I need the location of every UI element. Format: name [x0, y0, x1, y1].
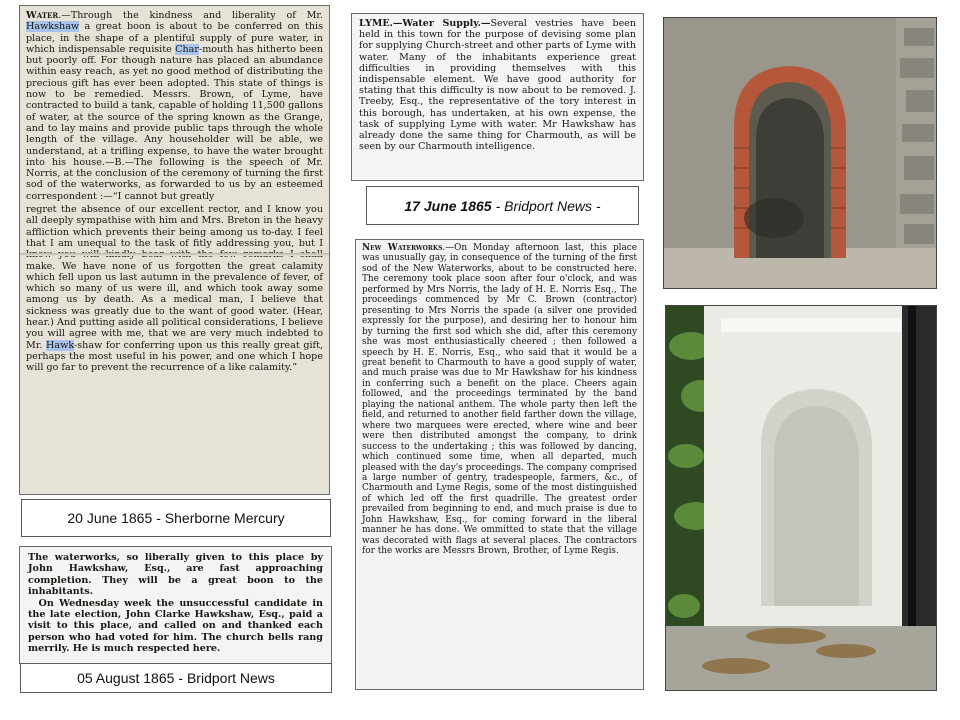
clipping-lyme-water-supply	[351, 13, 644, 181]
photo-brick-arch-recess	[663, 17, 937, 289]
clipping-new-waterworks-text: New Waterworks.—On Monday afternoon last, this place was unusually gay, in consequence of the turning of the first sod of the New Waterworks, about to be constructed here. The ceremony took place soon after four o'clock, and was performed by Mrs Norris, the lady of H. E. Norris Esq., The proceedings commenced by Mr C. Brown (contractor) presenting to Mrs Norris the spade (a silver one provided expressly for the purpose), and desiring her to honour him by turning the first sod which she did, after this ceremony she was most enthusiastically cheered ; then followed a speech by H. E. Norris, Esq., who said that it would be a great benefit to Charmouth to have a good supply of water, and much praise was due to Mr Hawkshaw for his kindness in conferring such a benefit on the place. Cheers again followed, and the proceedings terminated by the band playing the national anthem. The whole party then left the field, and returned to another field farther down the village, where two marquees were erected, where wine and beer were then distributed amongst the company, to drink success to the undertaking ; this was followed by dancing, which continued some time, when all departed, much pleased with the day's proceedings. The company comprised a large number of gentry, tradespeople, farmers, &c., of Charmouth and Lyme Regis, some of the most distinguished of which led off the first quadrille. The greatest order prevailed from beginning to end, and much praise is due to John Hawkshaw, Esq., for coming forward in the liberal manner he has done. We ommitted to state that the village was decorated with flags at several places. The contractors for the works are Messrs Brown, Brother, of Lyme Regis.	[362, 243, 637, 557]
caption-source: - Sherborne Mercury	[156, 510, 285, 526]
white-alcove-illustration	[666, 306, 937, 691]
clipping-new-waterworks	[355, 239, 644, 690]
brick-arch-illustration	[664, 18, 937, 289]
caption-source: - Bridport News -	[495, 197, 601, 214]
clipping-waterworks-text: The waterworks, so liberally given to this place by John Hawkshaw, Esq., are fast approaching completion. They will be a great boon to the inhabitants. On Wednesday week the unsuccessful candidate in the late election, John Clarke Hawkshaw, Esq., paid a visit to this place, and called on and thanked each person who had voted for him. The church bells rang merrily. He is much respected here.	[28, 552, 323, 655]
photo-white-arch-alcove	[665, 305, 937, 691]
caption-source: - Bridport News	[178, 670, 275, 686]
caption-bridport-news-june	[366, 186, 639, 225]
caption-sherborne-mercury	[21, 499, 331, 537]
clipping-sherborne-mercury	[19, 5, 330, 495]
clipping-water-text-part-b: regret the absence of our excellent rector, and I know you all deeply sympathise with him and Mrs. Breton in the heavy affliction which prevents their being among us to-day. I feel that I am unequal to the task of fitly addressing you, but I make. We have none of us forgotten the great calamity which fell upon us last autumn in the prevalence of fever, of which so many of us were ill, and which took away some among us by death. As a medical man, I believe that sickness was greatly due to the want of good water. (Hear, hear.) And putting aside all political considerations, I believe you will agree with me, that we are very much indebted to Mr. Hawk-shaw for conferring upon us this really great gift, perhaps the most useful in his power, and one which I hope will go far to prevent the recurrence of a like calamity.”	[26, 204, 323, 374]
clipping-lyme-text: LYME.—Water Supply.—Several vestries have been held in this town for the purpose of devising some plan for supplying Church-street and other parts of Lyme with water. Many of the inhabitants experience great difficulties in providing themselves with this indispensable element. We have good authority for stating that this difficulty is now about to be removed. J. Treeby, Esq., the representative of the tory interest in this borough, has undertaken, at his own expense, the task of supplying Lyme with water. Mr Hawkshaw has already done the same thing for Charmouth, as will be seen by our Charmouth intelligence.	[359, 18, 636, 153]
clipping-waterworks-completion	[19, 546, 332, 664]
caption-bridport-news-august	[20, 663, 332, 693]
clipping-fold-crease	[20, 253, 329, 256]
caption-date: 17 June 1865	[404, 197, 492, 214]
caption-date: 05 August 1865	[77, 670, 175, 686]
clipping-water-text-part-a: Water.—Through the kindness and liberality of Mr. Hawkshaw a great boon is about to be conferred on this place, in the shape of a plentiful supply of pure water, in which indispensable requisite Char-mouth has hitherto been but poorly off. For though nature has placed an abundance within easy reach, as yet no good method of distributing the precious gift has ever been adopted. This state of things is now to be remedied. Messrs. Brown, of Lyme, have contracted to build a tank, capable of holding 11,500 gallons of water, at the source of the spring known as the Grange, and to lay mains and provide public taps through the whole length of the village. Any householder will be able, we understand, at a trifling expense, to have the water brought into his house.—B.—The following is the speech of Mr. Norris, at the conclusion of the ceremony of turning the first sod of the waterworks, as forwarded to us by an esteemed correspondent :—“I cannot but greatly	[26, 10, 324, 202]
caption-date: 20 June 1865	[67, 510, 153, 526]
